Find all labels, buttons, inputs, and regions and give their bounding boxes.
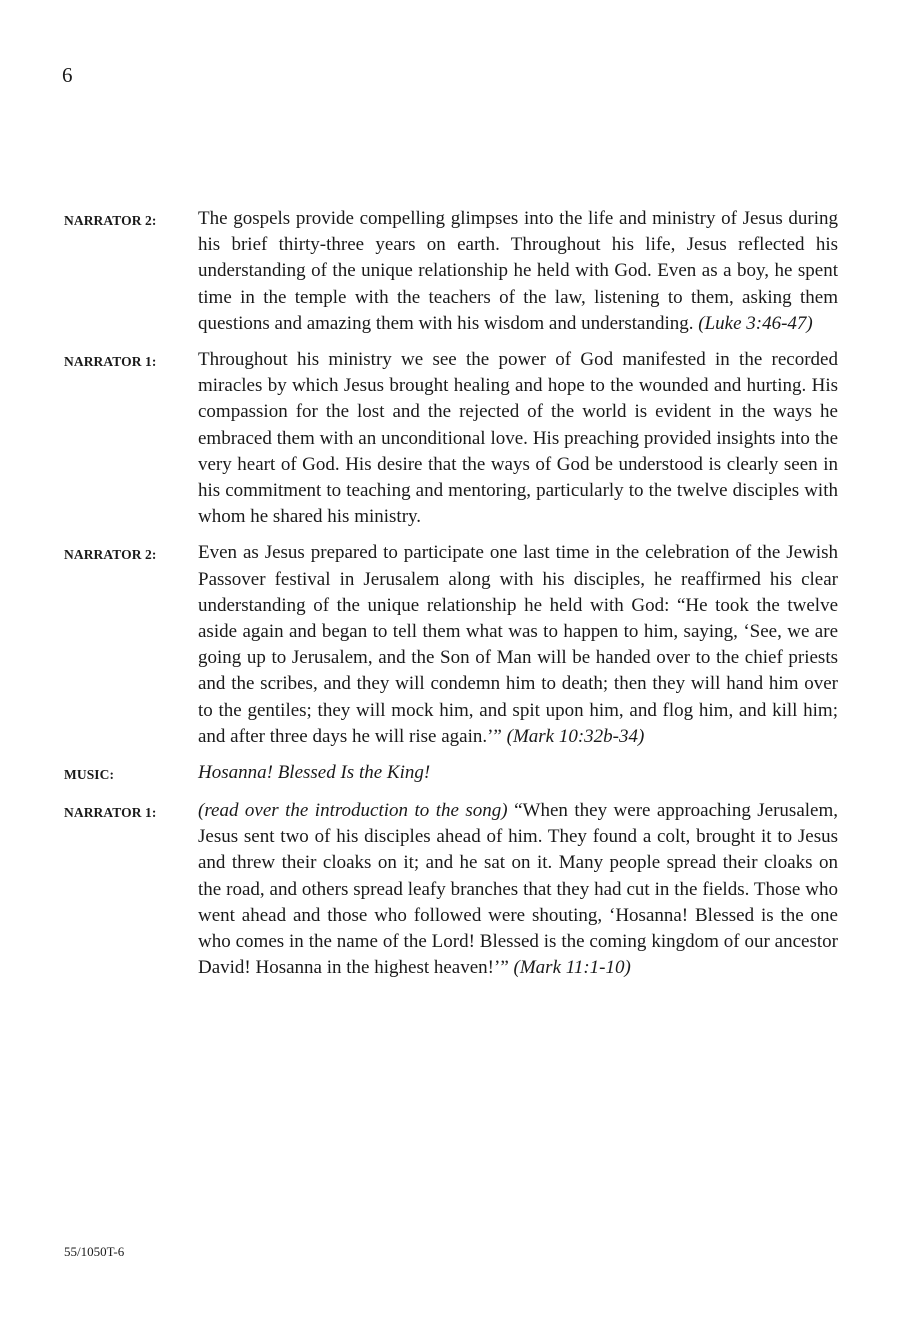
entry-text [198, 798, 838, 981]
script-entry [0, 760, 900, 788]
speaker-label: MUSIC: [64, 767, 115, 783]
script-body [0, 206, 900, 991]
narration-text: Throughout his ministry we see the power of God manifested in the recorded miracles by which Jesus brought healing and hope to the wounded and hurting. His compassion for the lost and the rejected of the world is evident in the ways he embraced them with an unconditional love. His preaching provided insights into the very heart of God. His desire that the ways of God be understood is clearly seen in his commitment to teaching and mentoring, particularly to the twelve disciples with whom he shared his ministry. [198, 349, 838, 528]
song-title: Hosanna! Blessed Is the King! [198, 762, 431, 784]
entry-text [198, 760, 838, 788]
script-entry [0, 540, 900, 750]
entry-text [198, 347, 838, 530]
scripture-reference: (Mark 10:32b-34) [506, 725, 645, 747]
narration-text: “When they were approaching Jerusalem, Jesus sent two of his disciples ahead of him. They found a colt, brought it to Jesus and threw their cloaks on it; and he sat on it. Many people spread their cloaks on the road, and others spread leafy branches that they had cut in the fields. Those who went ahead and those who followed were shouting, ‘Hosanna! Blessed is the one who comes in the name of the Lord! Blessed is the coming kingdom of our ancestor David! Hosanna in the highest heaven!’” [198, 800, 839, 979]
speaker-label: NARRATOR 2: [64, 213, 157, 228]
script-entry [0, 206, 900, 337]
entry-text [198, 540, 838, 750]
speaker-label: NARRATOR 1: [64, 354, 157, 370]
speaker-label: NARRATOR 2: [64, 547, 157, 563]
stage-direction: (read over the introduction to the song) [198, 800, 508, 822]
entry-text [198, 206, 838, 337]
script-entry [0, 347, 900, 530]
page-number: 6 [62, 63, 73, 87]
scripture-reference: (Mark 11:1-10) [513, 957, 631, 979]
script-entry [0, 798, 900, 981]
narration-text: Even as Jesus prepared to participate one last time in the celebration of the Jewish Passover festival in Jerusalem along with his disciples, he reaffirmed his clear understanding of the unique relationship he held with God: “He took the twelve aside again and began to tell them what was to happen to him, saying, ‘See, we are going up to Jerusalem, and the Son of Man will be handed over to the chief priests and the scribes, and they will condemn him to death; then they will hand him over to the gentiles; they will mock him, and spit upon him, and flog him, and kill him; and after three days he will rise again.’” [198, 542, 838, 747]
narration-text: The gospels provide compelling glimpses into the life and ministry of Jesus during his brief thirty-three years on earth. Throughout his life, Jesus reflected his understanding of the unique relationship he held with God. Even as a boy, he spent time in the temple with the teachers of the law, listening to them, asking them questions and amazing them with his wisdom and understanding. [198, 208, 838, 334]
speaker-label: NARRATOR 1: [64, 805, 157, 821]
scripture-reference: (Luke 3:46-47) [698, 312, 813, 334]
catalog-code: 55/1050T-6 [64, 1244, 125, 1259]
